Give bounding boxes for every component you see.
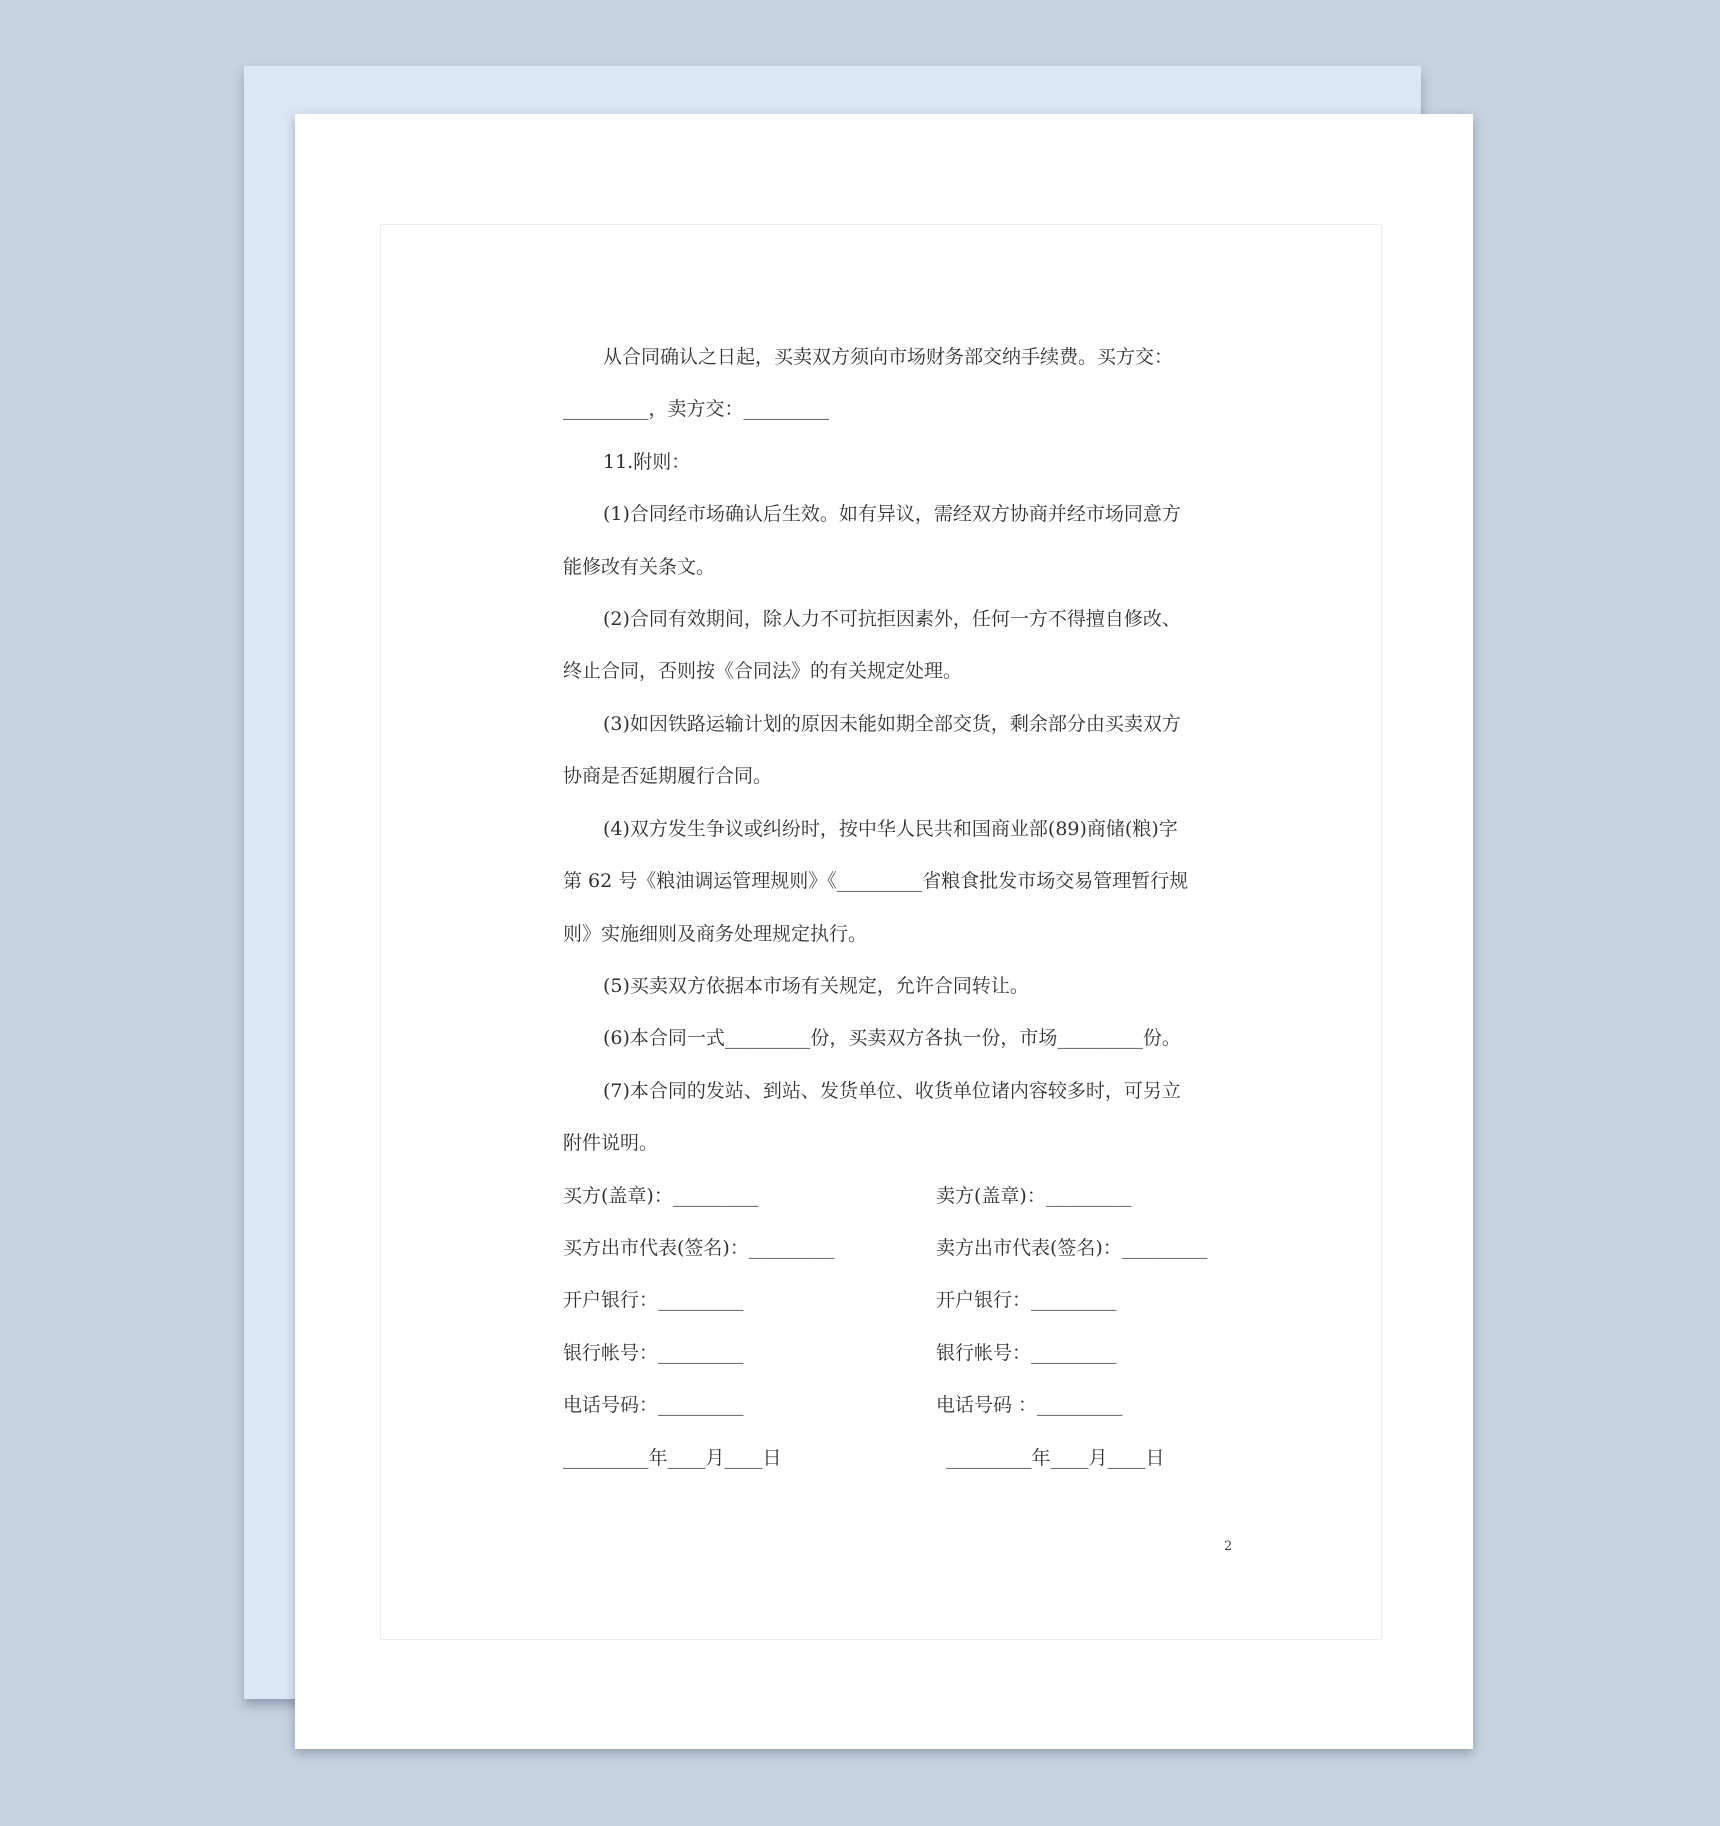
seller-phone: 电话号码 ：_________ bbox=[936, 1394, 1123, 1416]
seller-account: 银行帐号：_________ bbox=[936, 1342, 1117, 1364]
buyer-phone: 电话号码：_________ bbox=[563, 1394, 744, 1416]
seller-date: _________年____月____日 bbox=[946, 1447, 1165, 1469]
body-line-6: (2)合同有效期间，除人力不可抗拒因素外，任何一方不得擅自修改、 bbox=[603, 608, 1181, 630]
page-margin-frame bbox=[380, 224, 1382, 1640]
body-line-9: 协商是否延期履行合同。 bbox=[563, 765, 773, 787]
body-line-4: (1)合同经市场确认后生效。如有异议，需经双方协商并经市场同意方 bbox=[603, 503, 1181, 525]
section-heading: 11.附则： bbox=[603, 451, 691, 473]
body-line-8: (3)如因铁路运输计划的原因未能如期全部交货，剩余部分由买卖双方 bbox=[603, 713, 1181, 735]
buyer-seal: 买方(盖章)：_________ bbox=[563, 1185, 759, 1207]
buyer-account: 银行帐号：_________ bbox=[563, 1342, 744, 1364]
body-line-7: 终止合同，否则按《合同法》的有关规定处理。 bbox=[563, 660, 963, 682]
document-page bbox=[295, 114, 1473, 1749]
body-line-2: _________，卖方交：_________ bbox=[563, 398, 830, 420]
body-line-12: 则》实施细则及商务处理规定执行。 bbox=[563, 923, 868, 945]
body-line-13: (5)买卖双方依据本市场有关规定，允许合同转让。 bbox=[603, 975, 1029, 997]
buyer-bank: 开户银行：_________ bbox=[563, 1289, 744, 1311]
buyer-date: _________年____月____日 bbox=[563, 1447, 782, 1469]
body-line-11: 第 62 号《粮油调运管理规则》《_________省粮食批发市场交易管理暂行规 bbox=[563, 870, 1189, 892]
body-line-15: (7)本合同的发站、到站、发货单位、收货单位诸内容较多时，可另立 bbox=[603, 1080, 1181, 1102]
page-number: 2 bbox=[1224, 1539, 1233, 1554]
body-line-1: 从合同确认之日起，买卖双方须向市场财务部交纳手续费。买方交： bbox=[603, 346, 1174, 368]
seller-bank: 开户银行：_________ bbox=[936, 1289, 1117, 1311]
buyer-representative: 买方出市代表(签名)：_________ bbox=[563, 1237, 835, 1259]
seller-representative: 卖方出市代表(签名)：_________ bbox=[936, 1237, 1208, 1259]
seller-seal: 卖方(盖章)：_________ bbox=[936, 1185, 1132, 1207]
body-line-5: 能修改有关条文。 bbox=[563, 556, 716, 578]
body-line-14: (6)本合同一式_________份，买卖双方各执一份，市场_________份。 bbox=[603, 1027, 1181, 1049]
body-line-16: 附件说明。 bbox=[563, 1132, 659, 1154]
body-line-10: (4)双方发生争议或纠纷时，按中华人民共和国商业部(89)商储(粮)字 bbox=[603, 818, 1178, 840]
